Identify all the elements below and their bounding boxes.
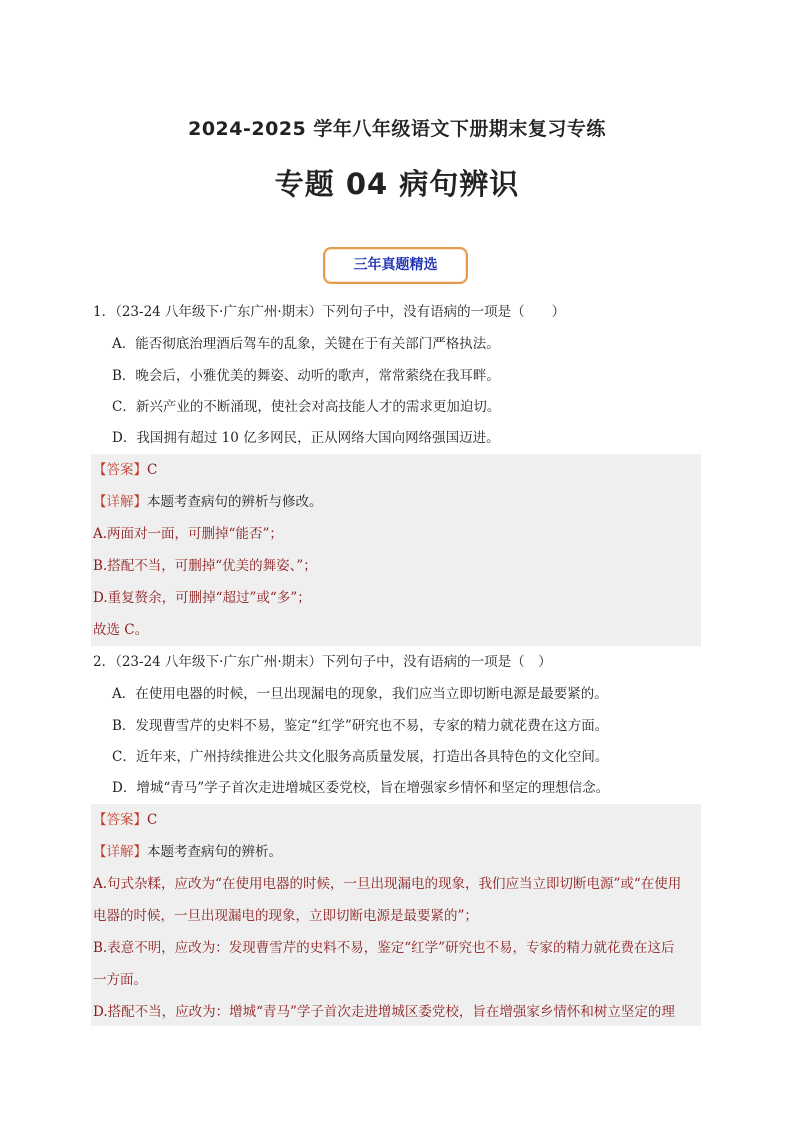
- question-2-explanation-b-line2: 一方面。: [93, 972, 147, 988]
- question-2-stem: 2．（23-24 八年级下·广东广州·期末）下列句子中，没有语病的一项是（ ）: [93, 654, 552, 670]
- question-2-detail: [93, 842, 282, 862]
- question-2-option-c: C．近年来，广州持续推进公共文化服务高质量发展，打造出各具特色的文化空间。: [112, 749, 609, 765]
- question-2-option-d: D．增城“青马”学子首次走进增城区委党校，旨在增强家乡情怀和坚定的理想信念。: [112, 780, 610, 796]
- document-subtitle: 专题 04 病句辨识: [274, 167, 520, 201]
- question-1-answer: [93, 460, 157, 480]
- detail-tag: 【详解】: [93, 494, 147, 510]
- section-badge: 三年真题精选: [323, 247, 468, 284]
- detail-text: 本题考查病句的辨析。: [147, 844, 282, 860]
- question-2-answer: [93, 810, 157, 830]
- question-2-explanation-a-line1: A.句式杂糅，应改为“在使用电器的时候，一旦出现漏电的现象，我们应当立即切断电源”或“在使用: [93, 876, 682, 892]
- detail-tag: 【详解】: [93, 844, 147, 860]
- question-1-option-d: D．我国拥有超过 10 亿多网民，正从网络大国向网络强国迈进。: [112, 430, 500, 446]
- question-1-explanation-a: A.两面对一面，可删掉“能否”；: [93, 526, 283, 542]
- question-1-detail: [93, 492, 323, 512]
- question-1-conclusion: 故选 C。: [93, 622, 149, 638]
- answer-tag: 【答案】: [93, 812, 147, 828]
- question-2-explanation-d-line1: D.搭配不当，应改为：增城“青马”学子首次走进增城区委党校，旨在增强家乡情怀和树立坚定的理: [93, 1004, 675, 1020]
- question-2-explanation-a-line2: 电器的时候，一旦出现漏电的现象，立即切断电源是最要紧的”；: [93, 908, 478, 924]
- question-1-option-c: C．新兴产业的不断涌现，使社会对高技能人才的需求更加迫切。: [112, 399, 501, 415]
- question-1-explanation-d: D.重复赘余，可删掉“超过”或“多”；: [93, 590, 311, 606]
- question-1-option-a: A．能否彻底治理酒后驾车的乱象，关键在于有关部门严格执法。: [112, 336, 500, 352]
- question-1-explanation-b: B.搭配不当，可删掉“优美的舞姿、”；: [93, 558, 317, 574]
- detail-text: 本题考查病句的辨析与修改。: [147, 494, 323, 510]
- question-1-stem: 1．（23-24 八年级下·广东广州·期末）下列句子中，没有语病的一项是（ ）: [93, 304, 566, 320]
- document-title: 2024-2025 学年八年级语文下册期末复习专练: [188, 118, 606, 140]
- question-1-answer-block: [91, 454, 701, 646]
- answer-value: C: [147, 462, 158, 478]
- question-1-option-b: B．晚会后，小雅优美的舞姿、动听的歌声，常常萦绕在我耳畔。: [112, 368, 500, 384]
- answer-tag: 【答案】: [93, 462, 147, 478]
- question-2-option-a: A．在使用电器的时候，一旦出现漏电的现象，我们应当立即切断电源是最要紧的。: [112, 686, 608, 702]
- answer-value: C: [147, 812, 158, 828]
- question-2-explanation-b-line1: B.表意不明，应改为：发现曹雪芹的史料不易，鉴定“红学”研究也不易，专家的精力就花费在这后: [93, 940, 675, 956]
- question-2-option-b: B．发现曹雪芹的史料不易，鉴定“红学”研究也不易，专家的精力就花费在这方面。: [112, 718, 609, 734]
